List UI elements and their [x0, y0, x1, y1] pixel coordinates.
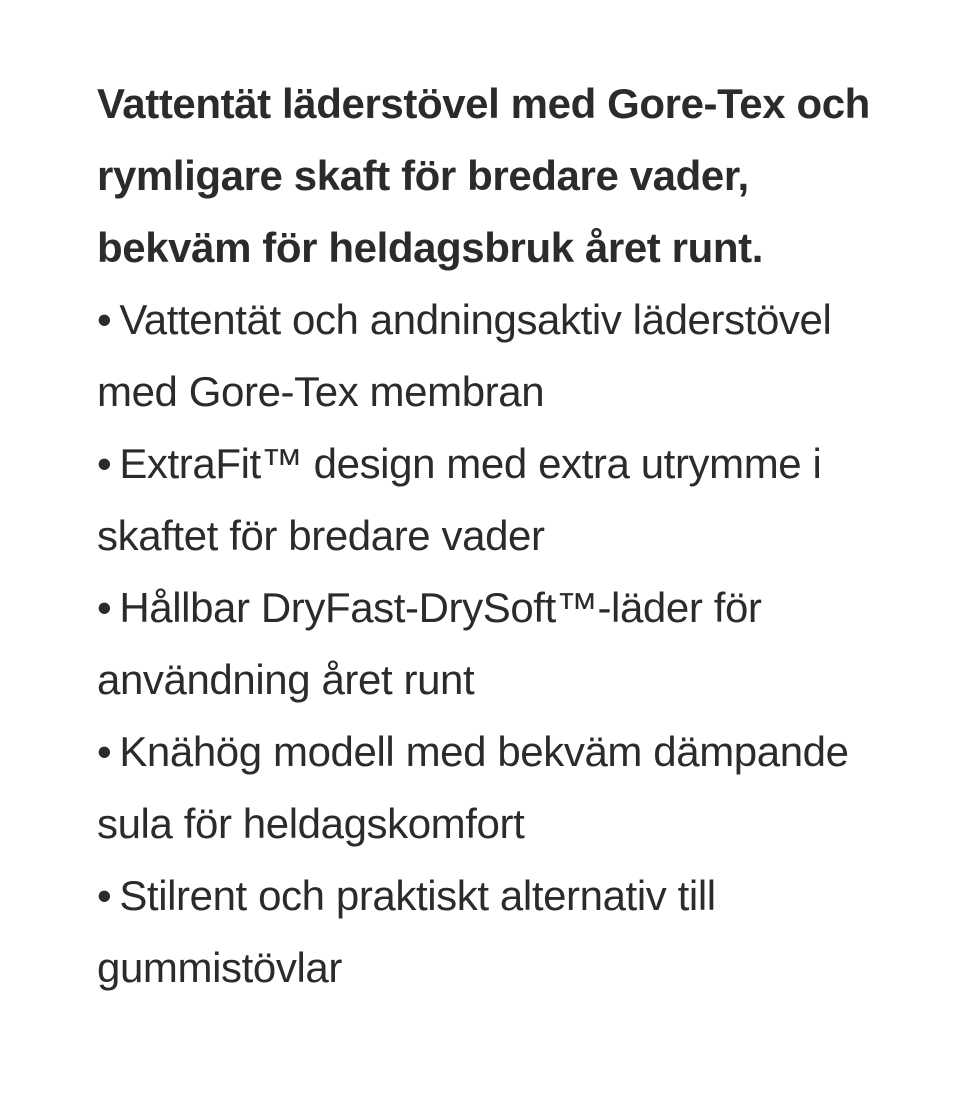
bullet-icon: • — [97, 296, 112, 343]
bullet-icon: • — [97, 584, 112, 631]
product-headline: Vattentät läderstövel med Gore-Tex och rymligare skaft för bredare vader, bekväm för heldagsbruk året runt. — [97, 80, 870, 271]
bullet-icon: • — [97, 728, 112, 775]
product-description — [97, 68, 897, 1004]
feature-list — [97, 284, 897, 1004]
feature-item — [97, 284, 897, 428]
feature-item — [97, 428, 897, 572]
bullet-icon: • — [97, 440, 112, 487]
feature-item — [97, 860, 897, 1004]
feature-text: Hållbar DryFast-DrySoft™-läder för användning året runt — [97, 584, 762, 703]
feature-item — [97, 572, 897, 716]
feature-text: ExtraFit™ design med extra utrymme i skaftet för bredare vader — [97, 440, 822, 559]
bullet-icon: • — [97, 872, 112, 919]
feature-text: Stilrent och praktiskt alternativ till gummistövlar — [97, 872, 716, 991]
feature-item — [97, 716, 897, 860]
feature-text: Vattentät och andningsaktiv läderstövel med Gore-Tex membran — [97, 296, 832, 415]
feature-text: Knähög modell med bekväm dämpande sula för heldagskomfort — [97, 728, 849, 847]
